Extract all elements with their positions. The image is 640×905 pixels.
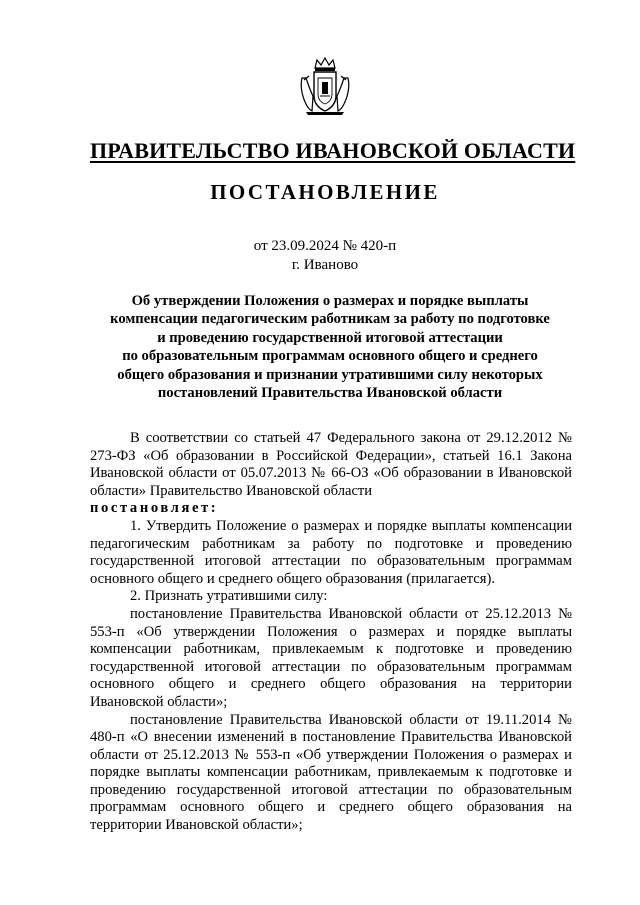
- title-line: общего образования и признании утратившими силу некоторых: [117, 366, 543, 383]
- title-line: компенсации педагогическим работникам за работу по подготовке: [110, 311, 550, 328]
- repeal-1-paragraph: постановление Правительства Ивановской области от 25.12.2013 № 553-п «Об утверждении Положения о размерах и порядке выплаты компенсации работникам, привлекаемым к подготовке и проведению государственной итоговой аттестации по образовательным программам основного общего и среднего общего образования на территории Ивановской области»;: [90, 605, 572, 710]
- resolution-title: [90, 292, 570, 402]
- preamble-paragraph: В соответствии со статьей 47 Федерального закона от 29.12.2012 № 273-ФЗ «Об образовании в Российской Федерации», статьей 16.1 Закона Ивановской области от 05.07.2013 № 66-ОЗ «Об образовании в Ивановской области» Правительство Ивановской области: [90, 430, 572, 499]
- ivanovo-coat-of-arms-icon: [298, 56, 352, 116]
- title-line: по образовательным программам основного общего и среднего: [122, 348, 538, 365]
- document-body: [90, 430, 572, 835]
- document-type: ПОСТАНОВЛЕНИЕ: [210, 180, 440, 204]
- government-title: ПРАВИТЕЛЬСТВО ИВАНОВСКОЙ ОБЛАСТИ: [90, 138, 576, 163]
- title-line: постановлений Правительства Ивановской области: [157, 385, 503, 402]
- repeal-2-paragraph: постановление Правительства Ивановской области от 19.11.2014 № 480-п «О внесении изменений в постановление Правительства Ивановской области от 25.12.2013 № 553-п «Об утверждении Положения о размерах и порядке выплаты компенсации работникам, привлекаемым к подготовке и проведению государственной итоговой аттестации по образовательным программам основного общего и среднего общего образования на территории Ивановской области»;: [90, 711, 572, 834]
- city: г. Иваново: [291, 257, 359, 273]
- title-line: и проведению государственной итоговой аттестации: [157, 329, 503, 346]
- resolves-word: постановляет:: [90, 500, 219, 517]
- title-line: Об утверждении Положения о размерах и порядке выплаты: [131, 293, 529, 309]
- item-2-paragraph: 2. Признать утратившими силу:: [130, 588, 328, 605]
- date-number: от 23.09.2024 № 420-п: [253, 238, 397, 254]
- item-1-paragraph: 1. Утвердить Положение о размерах и порядке выплаты компенсации педагогическим работникам за работу по подготовке и проведению государственной итоговой аттестации по образовательным программам основного общего и среднего общего образования (прилагается).: [90, 517, 572, 587]
